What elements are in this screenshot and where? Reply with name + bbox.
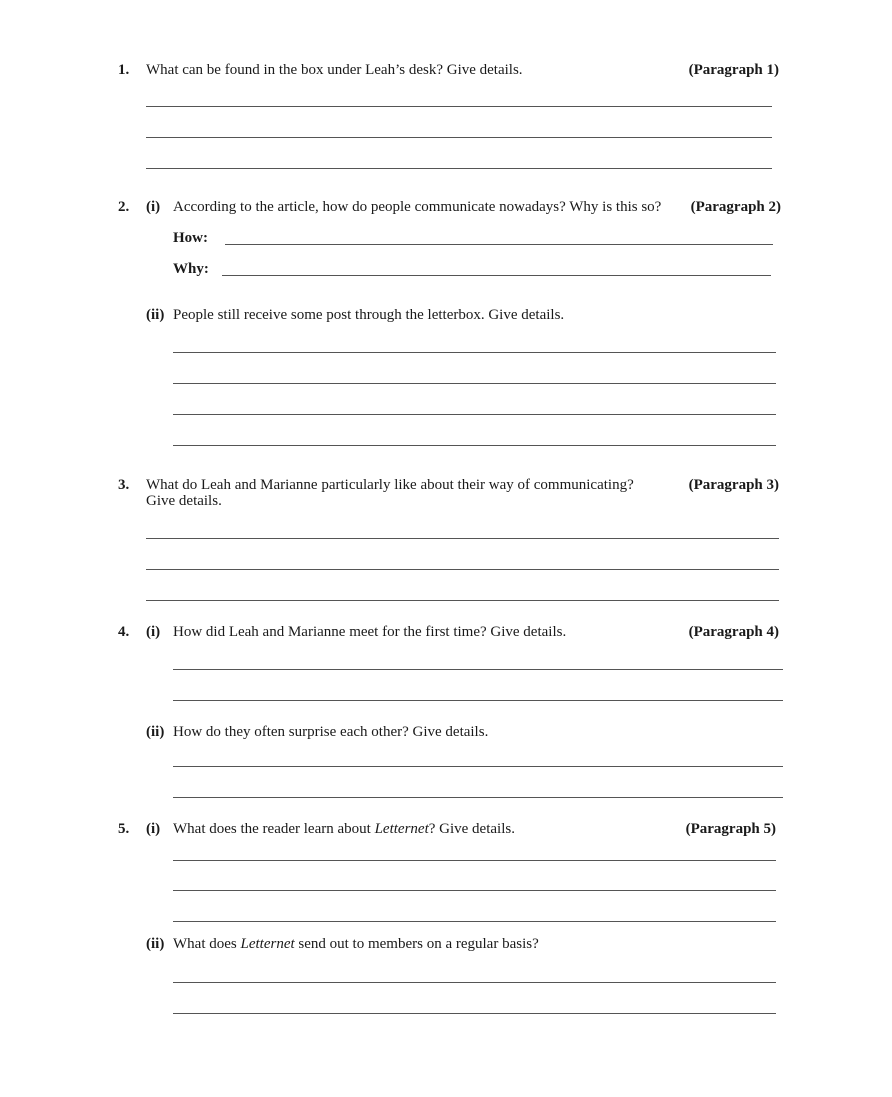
question-4-number: 4. [118, 624, 130, 640]
question-5-number: 5. [118, 821, 130, 837]
question-3-text: What do Leah and Marianne particularly like about their way of communicating? [146, 477, 634, 493]
question-3-number: 3. [118, 477, 130, 493]
why-answer-line[interactable] [222, 275, 771, 276]
answer-line[interactable] [146, 569, 779, 570]
question-5-part-i-italic: Letternet [374, 821, 429, 837]
answer-line[interactable] [146, 106, 772, 107]
question-5-part-ii-label: (ii) [146, 936, 165, 952]
question-5-part-i-label: (i) [146, 821, 161, 837]
answer-line[interactable] [173, 414, 776, 415]
answer-line[interactable] [173, 352, 776, 353]
answer-line[interactable] [173, 669, 783, 670]
how-answer-line[interactable] [225, 244, 773, 245]
answer-line[interactable] [146, 168, 772, 169]
answer-line[interactable] [146, 538, 779, 539]
answer-line[interactable] [173, 1013, 776, 1014]
answer-line[interactable] [173, 700, 783, 701]
question-5-part-ii-text [173, 936, 539, 953]
answer-line[interactable] [146, 600, 779, 601]
why-label: Why: [173, 261, 209, 277]
question-5-part-i-text-before: What does the reader learn about [173, 821, 375, 837]
question-2-number: 2. [118, 199, 130, 215]
question-4-part-ii-text: How do they often surprise each other? Give details. [173, 724, 489, 740]
question-4-part-ii-label: (ii) [146, 724, 165, 740]
answer-line[interactable] [173, 797, 783, 798]
question-1-text: What can be found in the box under Leah’s desk? Give details. [146, 62, 523, 78]
answer-line[interactable] [173, 383, 776, 384]
answer-line[interactable] [173, 890, 776, 891]
question-2-part-i-label: (i) [146, 199, 161, 215]
answer-line[interactable] [173, 766, 783, 767]
question-5-part-i-text [173, 821, 515, 838]
question-1-number: 1. [118, 62, 130, 78]
question-2-paragraph-ref: (Paragraph 2) [690, 199, 781, 215]
question-2-part-i-text: According to the article, how do people communicate nowadays? Why is this so? [173, 199, 662, 215]
question-1-paragraph-ref: (Paragraph 1) [688, 62, 779, 78]
question-4-part-i-label: (i) [146, 624, 161, 640]
answer-line[interactable] [173, 860, 776, 861]
question-5-part-ii-text-before: What does [173, 936, 241, 952]
answer-line[interactable] [173, 982, 776, 983]
answer-line[interactable] [146, 137, 772, 138]
question-2-part-ii-text: People still receive some post through the letterbox. Give details. [173, 307, 565, 323]
question-5-part-i-text-after: ? Give details. [428, 821, 515, 837]
question-4-paragraph-ref: (Paragraph 4) [688, 624, 779, 640]
question-5-part-ii-italic: Letternet [240, 936, 295, 952]
question-3-paragraph-ref: (Paragraph 3) [688, 477, 779, 493]
question-4-part-i-text: How did Leah and Marianne meet for the first time? Give details. [173, 624, 567, 640]
question-5-paragraph-ref: (Paragraph 5) [685, 821, 776, 837]
answer-line[interactable] [173, 921, 776, 922]
answer-line[interactable] [173, 445, 776, 446]
question-2-part-ii-label: (ii) [146, 307, 165, 323]
how-label: How: [173, 230, 208, 246]
question-5-part-ii-text-after: send out to members on a regular basis? [294, 936, 539, 952]
question-3-text-continued: Give details. [146, 493, 222, 509]
